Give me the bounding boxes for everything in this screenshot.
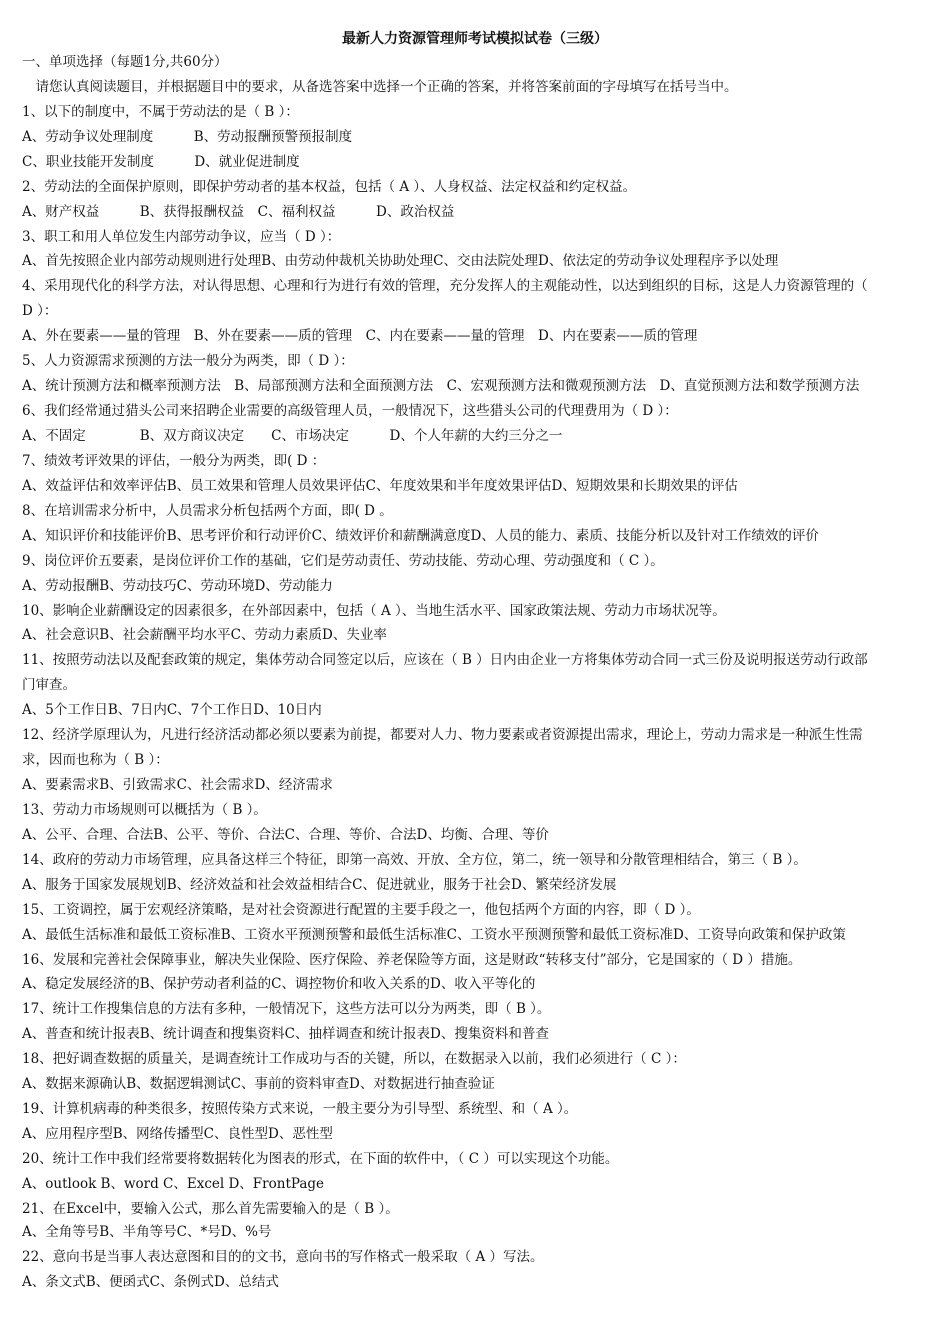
text-line: 21、在Excel中，要输入公式，那么首先需要输入的是（ B ）。 bbox=[22, 1200, 399, 1217]
text-line: A、公平、合理、合法B、公平、等价、合法C、合理、等价、合法D、均衡、合理、等价 bbox=[22, 826, 549, 843]
text-line: 14、政府的劳动力市场管理，应具备这样三个特征，即第一高效、开放、全方位，第二，统一领导和分散管理相结合，第三（ B ）。 bbox=[22, 851, 807, 868]
text-line: 一、单项选择（每题1分,共60分） bbox=[22, 54, 228, 70]
text-line: A、outlook B、word C、Excel D、FrontPage bbox=[22, 1175, 325, 1192]
text-line: 18、把好调查数据的质量关，是调查统计工作成功与否的关键，所以，在数据录入以前，我们必须进行（ C ）： bbox=[22, 1051, 686, 1068]
text-line: A、社会意识B、社会薪酬平均水平C、劳动力素质D、失业率 bbox=[22, 627, 387, 644]
text-line: 17、统计工作搜集信息的方法有多种，一般情况下，这些方法可以分为两类，即（ B ）。 bbox=[22, 1001, 551, 1018]
text-line: 16、发展和完善社会保障事业，解决失业保险、医疗保险、养老保险等方面，这是财政“转移支付”部分，它是国家的（ D ）措施。 bbox=[22, 951, 802, 968]
text-line: 12、经济学原理认为，凡进行经济活动都必须以要素为前提，都要对人力、物力要素或者资源提出需求，理论上，劳动力需求是一种派生性需 bbox=[22, 727, 863, 744]
text-line: 15、工资调控，属于宏观经济策略，是对社会资源进行配置的主要手段之一，他包括两个方面的内容，即（ D ）。 bbox=[22, 901, 700, 918]
text-line: A、首先按照企业内部劳动规则进行处理B、由劳动仲裁机关协助处理C、交由法院处理D、依法定的劳动争议处理程序予以处理 bbox=[22, 253, 779, 270]
text-line: A、5个工作日B、7日内C、7个工作日D、10日内 bbox=[22, 702, 322, 719]
text-line: 20、统计工作中我们经常要将数据转化为图表的形式，在下面的软件中，（ C ）可以实现这个功能。 bbox=[22, 1150, 619, 1167]
text-line: 3、职工和用人单位发生内部劳动争议，应当（ D ）： bbox=[22, 228, 341, 245]
text-line: A、稳定发展经济的B、保护劳动者利益的C、调控物价和收入关系的D、收入平等化的 bbox=[22, 976, 536, 993]
text-line: 求，因而也称为（ B ）： bbox=[22, 752, 169, 768]
text-line: A、服务于国家发展规划B、经济效益和社会效益相结合C、促进就业，服务于社会D、繁荣经济发展 bbox=[22, 876, 617, 893]
text-line: 4、采用现代化的科学方法，对认得思想、心理和行为进行有效的管理，充分发挥人的主观能动性，以达到组织的目标，这是人力资源管理的（ bbox=[22, 278, 868, 295]
text-line: 2、劳动法的全面保护原则，即保护劳动者的基本权益，包括（ A ）、人身权益、法定权益和约定权益。 bbox=[22, 178, 637, 195]
text-line: A、统计预测方法和概率预测方法 B、局部预测方法和全面预测方法 C、宏观预测方法和微观预测方法 D、直觉预测方法和数学预测方法 bbox=[22, 378, 860, 395]
text-line: 13、劳动力市场规则可以概括为（ B ）。 bbox=[22, 801, 267, 818]
text-line: A、不固定 B、双方商议决定 C、市场决定 D、个人年薪的大约三分之一 bbox=[22, 427, 563, 444]
text-line: A、劳动报酬B、劳动技巧C、劳动环境D、劳动能力 bbox=[22, 577, 333, 594]
text-line: 9、岗位评价五要素，是岗位评价工作的基础，它们是劳动责任、劳动技能、劳动心理、劳动强度和（ C ）。 bbox=[22, 552, 664, 569]
text-line: A、要素需求B、引致需求C、社会需求D、经济需求 bbox=[22, 777, 333, 793]
text-line: 8、在培训需求分析中，人员需求分析包括两个方面，即( D 。 bbox=[22, 502, 393, 519]
text-line: A、效益评估和效率评估B、员工效果和管理人员效果评估C、年度效果和半年度效果评估D、短期效果和长期效果的评估 bbox=[22, 477, 738, 494]
text-line: 6、我们经常通过猎头公司来招聘企业需要的高级管理人员，一般情况下，这些猎头公司的代理费用为（ D ）： bbox=[22, 403, 678, 419]
text-line: 10、影响企业薪酬设定的因素很多，在外部因素中，包括（ A ）、当地生活水平、国家政策法规、劳动力市场状况等。 bbox=[22, 602, 726, 619]
text-line: C、职业技能开发制度 D、就业促进制度 bbox=[22, 153, 300, 170]
text-line: 7、绩效考评效果的评估，一般分为两类，即( D ： bbox=[22, 452, 326, 469]
text-line: A、数据来源确认B、数据逻辑测试C、事前的资料审查D、对数据进行抽查验证 bbox=[22, 1076, 495, 1093]
text-line: A、应用程序型B、网络传播型C、良性型D、恶性型 bbox=[22, 1126, 333, 1142]
text-line: D ）： bbox=[22, 303, 58, 320]
text-line: A、劳动争议处理制度 B、劳动报酬预警预报制度 bbox=[22, 128, 353, 145]
text-line: 11、按照劳动法以及配套政策的规定，集体劳动合同签定以后，应该在（ B ）日内由企业一方将集体劳动合同一式三份及说明报送劳动行政部 bbox=[22, 652, 868, 669]
text-line: 19、计算机病毒的种类很多，按照传染方式来说，一般主要分为引导型、系统型、和（ A ）。 bbox=[22, 1101, 578, 1118]
text-line: 22、意向书是当事人表达意图和目的的文书，意向书的写作格式一般采取（ A ）写法。 bbox=[22, 1248, 544, 1265]
text-line: A、财产权益 B、获得报酬权益 C、福利权益 D、政治权益 bbox=[22, 203, 455, 220]
text-line: A、外在要素——量的管理 B、外在要素——质的管理 C、内在要素——量的管理 D、内在要素——质的管理 bbox=[22, 328, 698, 345]
text-line: A、知识评价和技能评价B、思考评价和行动评价C、绩效评价和薪酬满意度D、人员的能力、素质、技能分析以及针对工作绩效的评价 bbox=[22, 527, 819, 544]
text-line: 门审查。 bbox=[22, 677, 76, 694]
text-line: A、最低生活标准和最低工资标准B、工资水平预测预警和最低生活标准C、工资水平预测预警和最低工资标准D、工资导向政策和保护政策 bbox=[22, 926, 846, 943]
text-line: 1、以下的制度中，不属于劳动法的是（ B ）： bbox=[22, 103, 299, 120]
text-line: A、普查和统计报表B、统计调查和搜集资料C、抽样调查和统计报表D、搜集资料和普查 bbox=[22, 1026, 549, 1043]
document-title: 最新人力资源管理师考试模拟试卷（三级） bbox=[342, 31, 608, 47]
text-line: A、条文式B、便函式C、条例式D、总结式 bbox=[22, 1273, 279, 1290]
text-line: 5、人力资源需求预测的方法一般分为两类，即（ D ）： bbox=[22, 353, 354, 370]
text-line: A、全角等号B、半角等号C、*号D、%号 bbox=[22, 1224, 272, 1240]
text-line: 请您认真阅读题目，并根据题目中的要求，从备选答案中选择一个正确的答案，并将答案前面的字母填写在括号当中。 bbox=[22, 78, 738, 95]
